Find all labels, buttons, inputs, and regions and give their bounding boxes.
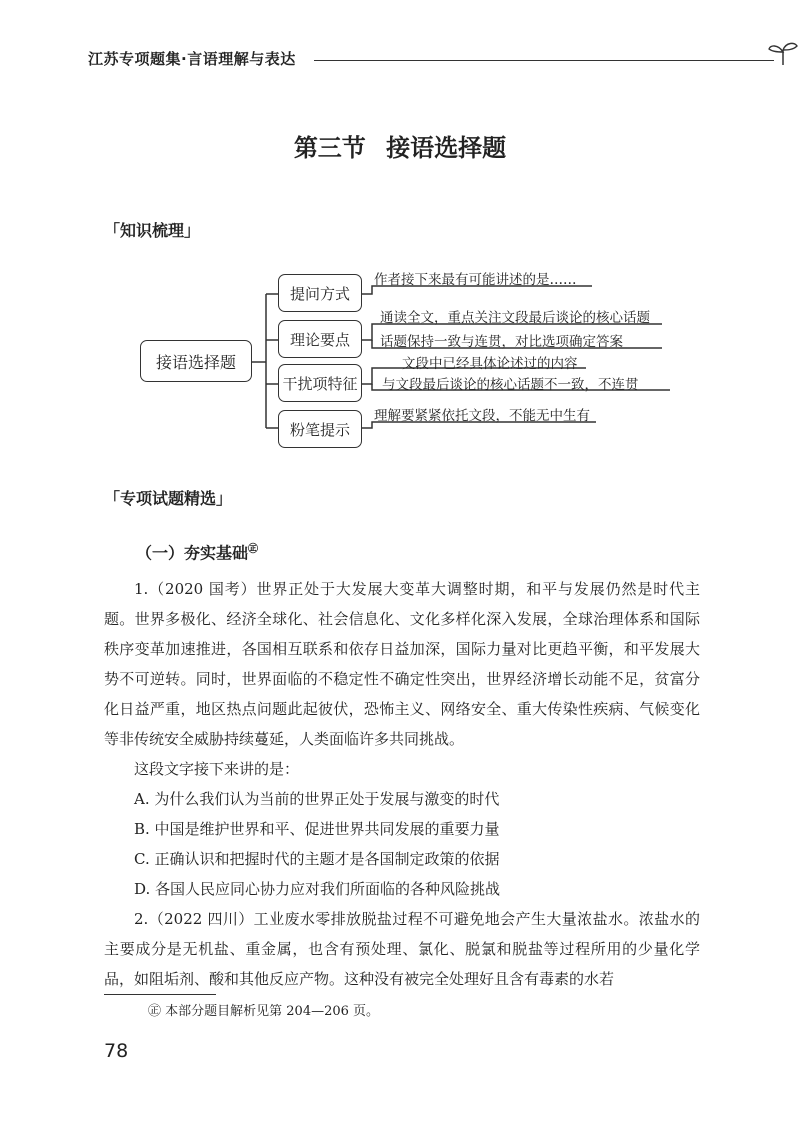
footnote-mark: ㊣ [148, 1004, 162, 1019]
question-1-passage: 1.（2020 国考）世界正处于大发展大变革大调整时期，和平与发展仍然是时代主题。世界多极化、经济全球化、社会信息化、文化多样化深入发展，全球治理体系和国际秩序变革加速推进，各国相互联系和依存日益加深，国际力量对比更趋平衡，和平发展大势不可逆转。同时，世界面临的不稳定性不确定性突出，世界经济增长动能不足，贫富分化日益严重，地区热点问题此起彼伏，恐怖主义、网络安全、重大传染性疾病、气候变化等非传统安全威胁持续蔓延，人类面临许多共同挑战。 [104, 580, 700, 748]
section-number: 第三节 [293, 134, 366, 162]
question-2-passage: 2.（2022 四川）工业废水零排放脱盐过程不可避免地会产生大量浓盐水。浓盐水的主要成分是无机盐、重金属，也含有预处理、氯化、脱氯和脱盐等过程所用的少量化学品，如阻垢剂、酸和其他反应产物。这种没有被完全处理好且含有毒素的水若 [104, 910, 700, 988]
footnote-rule [104, 994, 216, 995]
sprout-icon [766, 40, 800, 66]
mindmap-root: 接语选择题 [140, 340, 252, 382]
branch-ask-method: 提问方式 [278, 274, 362, 312]
branch-tips: 粉笔提示 [278, 410, 362, 448]
option-a: A. 为什么我们认为当前的世界正处于发展与激变的时代 [134, 790, 500, 808]
branch-note: 与文段最后谈论的核心话题不一致，不连贯 [382, 377, 639, 393]
branch-note: 理解要紧紧依托文段，不能无中生有 [374, 408, 590, 424]
subsection-title [136, 540, 258, 563]
branch-distractors: 干扰项特征 [278, 364, 362, 402]
question-1 [104, 574, 700, 994]
option-d: D. 各国人民应同心协力应对我们所面临的各种风险挑战 [134, 880, 501, 898]
header-title: 江苏专项题集·言语理解与表达 [88, 50, 296, 68]
footnote [148, 1000, 379, 1019]
question-1-stem: 这段文字接下来讲的是： [134, 760, 300, 778]
branch-note: 文段中已经具体论述过的内容 [402, 356, 578, 372]
option-c: C. 正确认识和把握时代的主题才是各国制定政策的依据 [134, 850, 500, 868]
branch-note: 通读全文，重点关注文段最后谈论的核心话题 [380, 310, 650, 326]
option-b: B. 中国是维护世界和平、促进世界共同发展的重要力量 [134, 820, 500, 838]
section-name: 接语选择题 [386, 134, 507, 162]
section-title [0, 128, 800, 163]
practice-label: 「专项试题精选」 [104, 489, 233, 508]
header-rule [314, 60, 774, 61]
footnote-text: 本部分题目解析见第 204—206 页。 [165, 1004, 380, 1019]
branch-note: 作者接下来最有可能讲述的是…… [374, 272, 577, 288]
knowledge-label: 「知识梳理」 [104, 221, 201, 240]
running-header [88, 44, 708, 74]
subsection-text: （一）夯实基础 [136, 543, 249, 563]
branch-key-points: 理论要点 [278, 320, 362, 358]
page-number: 78 [104, 1040, 129, 1062]
footnote-marker: ㊣ [248, 544, 259, 555]
branch-note: 话题保持一致与连贯，对比选项确定答案 [380, 334, 623, 350]
